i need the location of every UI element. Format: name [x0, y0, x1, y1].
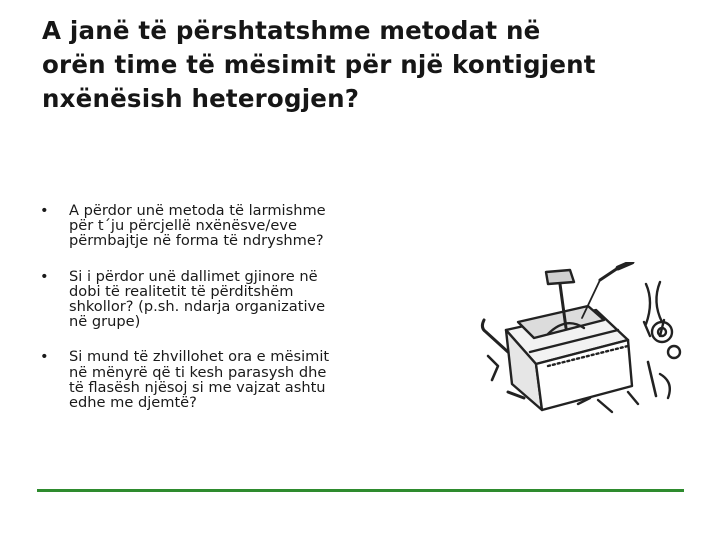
bullet-text-line: dobi të realitetit të përditshëm: [69, 282, 294, 300]
bullet-item: [40, 203, 410, 249]
title-line-1: A janë të përshtatshme metodat në: [42, 16, 541, 45]
bullet-marker: •: [40, 267, 49, 285]
bullet-text-line: Si mund të zhvillohet ora e mësimit: [69, 348, 330, 366]
title-line-3: nxënësish heterogjen?: [42, 84, 360, 113]
bullet-marker: •: [40, 348, 49, 366]
bullet-text-line: për t´ju përcjellë nxënësve/eve: [69, 217, 297, 235]
toolbox-with-tools-icon: [478, 262, 693, 422]
bullet-item: [40, 269, 410, 330]
bullet-text-line: Si i përdor unë dallimet gjinore në: [69, 267, 318, 285]
slide-title: [42, 14, 682, 116]
bullet-text-line: në grupe): [69, 313, 141, 331]
bullet-item: [40, 349, 410, 410]
bullet-text-line: shkollor? (p.sh. ndarja organizative: [69, 298, 326, 316]
bullet-text-line: A përdor unë metoda të larmishme: [69, 202, 326, 219]
bullet-text-line: përmbajtje në forma të ndryshme?: [69, 232, 324, 250]
bullet-text-line: edhe me djemtë?: [69, 394, 197, 412]
bullet-text-line: në mënyrë që ti kesh parasysh dhe: [69, 363, 327, 381]
bullet-marker: •: [40, 202, 49, 219]
title-line-2: orën time të mësimit për një kontigjent: [42, 50, 596, 79]
bullet-text-line: të flasësh njësoj si me vajzat ashtu: [69, 378, 326, 396]
footer-divider: [37, 489, 684, 492]
bullet-list: [40, 203, 410, 430]
